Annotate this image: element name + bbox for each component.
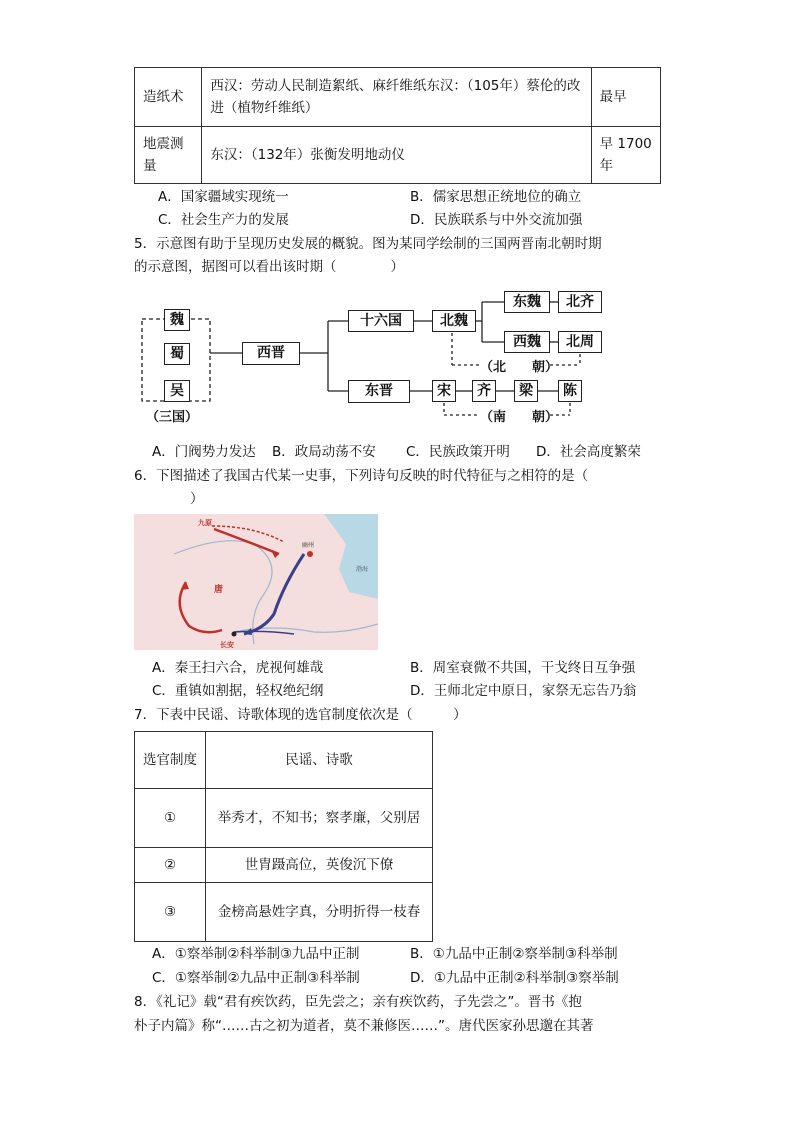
diagram-node-qi: 齐 <box>472 380 496 402</box>
diagram-node-xiwei: 西魏 <box>504 331 550 353</box>
diagram-label-nanchao: （南 朝） <box>480 410 559 425</box>
table-row <box>135 789 433 848</box>
table-cell: 举秀才，不知书；察孝廉，父别居 <box>206 789 433 848</box>
diagram-node-beizhou: 北周 <box>558 331 602 353</box>
question-8-stem: 朴子内篇》称“……古之初为道者，莫不兼修医……”。唐代医家孙思邈在其著 <box>134 1018 594 1034</box>
map-label-tang: 唐 <box>214 585 224 595</box>
option-c[interactable]: C．重镇如割据，轻权绝纪纲 <box>152 683 324 699</box>
table-cell: 造纸术 <box>135 68 202 127</box>
diagram-label-beichao: （北 朝） <box>480 360 559 375</box>
table-cell: 世胄蹑高位，英俊沉下僚 <box>206 848 433 883</box>
table-row <box>135 848 433 883</box>
diagram-node-chen: 陈 <box>558 380 582 402</box>
option-d[interactable]: D．社会高度繁荣 <box>536 444 641 460</box>
option-a[interactable]: A．①察举制②科举制③九品中正制 <box>152 946 360 962</box>
diagram-node-xijin: 西晋 <box>242 342 300 365</box>
table-row <box>135 732 433 789</box>
option-c[interactable]: C．①察举制②九品中正制③科举制 <box>152 970 360 986</box>
option-b[interactable]: B．政局动荡不安 <box>272 444 376 460</box>
table-cell: 早 1700 年 <box>591 127 660 184</box>
diagram-node-wu: 吴 <box>164 380 190 402</box>
question-7-stem: 7．下表中民谣、诗歌体现的选官制度依次是（ ） <box>134 707 467 723</box>
question-6-stem: 6．下图描述了我国古代某一史事，下列诗句反映的时代特征与之相符的是（ <box>134 468 589 484</box>
table-header-cell: 民谣、诗歌 <box>206 732 433 789</box>
option-c[interactable]: C．民族政策开明 <box>406 444 510 460</box>
diagram-node-liang: 梁 <box>514 380 538 402</box>
diagram-node-beiwei: 北魏 <box>432 310 476 332</box>
option-b[interactable]: B．①九品中正制②察举制③科举制 <box>410 946 618 962</box>
option-c[interactable]: C．社会生产力的发展 <box>158 212 289 228</box>
diagram-node-shu: 蜀 <box>164 343 190 365</box>
map-drawing <box>134 514 378 650</box>
historical-map <box>134 514 378 650</box>
option-a[interactable]: A．秦王扫六合，虎视何雄哉 <box>152 660 324 676</box>
diagram-node-wei: 魏 <box>164 309 190 331</box>
table-row <box>135 127 661 184</box>
option-b[interactable]: B．儒家思想正统地位的确立 <box>410 189 582 205</box>
map-label-jiuyuan: 九原 <box>198 519 212 527</box>
option-a[interactable]: A．门阀势力发达 <box>152 444 256 460</box>
map-label-youzhou: 幽州 <box>302 542 315 549</box>
question-5-stem: 5．示意图有助于呈现历史发展的概貌。图为某同学绘制的三国两晋南北朝时期 <box>134 236 602 252</box>
table-cell: 东汉：（132年）张衡发明地动仪 <box>202 127 591 184</box>
option-b[interactable]: B．周室衰微不共国，干戈终日互争强 <box>410 660 636 676</box>
table-row <box>135 883 433 942</box>
table-cell: ② <box>135 848 206 883</box>
map-label-bohai: 渤海 <box>356 566 369 573</box>
question-8-stem: 8．《礼记》载“君有疾饮药，臣先尝之；亲有疾饮药，子先尝之”。晋书《抱 <box>134 994 582 1010</box>
diagram-node-song: 宋 <box>432 380 456 402</box>
table-cell: 地震测量 <box>135 127 202 184</box>
top-table <box>134 67 661 184</box>
option-a[interactable]: A．国家疆域实现统一 <box>158 189 289 205</box>
question-6-stem: ） <box>190 491 204 507</box>
table-cell: 最早 <box>591 68 660 127</box>
option-d[interactable]: D．民族联系与中外交流加强 <box>410 212 583 228</box>
table-row <box>135 68 661 127</box>
dynasty-diagram <box>130 285 650 430</box>
diagram-label-sanguo: （三国） <box>146 410 199 425</box>
table-cell: 金榜高悬姓字真，分明折得一枝春 <box>206 883 433 942</box>
table-cell: ③ <box>135 883 206 942</box>
map-label-changan: 长安 <box>220 641 234 649</box>
diagram-node-dongjin: 东晋 <box>348 380 410 403</box>
table-cell: ① <box>135 789 206 848</box>
diagram-node-beiqi: 北齐 <box>558 291 602 313</box>
diagram-node-shiliuguo: 十六国 <box>348 310 414 332</box>
table-header-cell: 选官制度 <box>135 732 206 789</box>
table-cell: 西汉：劳动人民制造絮纸、麻纤维纸东汉：（105年）蔡伦的改进（植物纤维纸） <box>202 68 591 127</box>
diagram-node-dongwei: 东魏 <box>504 291 550 313</box>
question-5-stem: 的示意图，据图可以看出该时期（ ） <box>134 259 404 275</box>
option-d[interactable]: D．①九品中正制②科举制③察举制 <box>410 970 619 986</box>
option-d[interactable]: D．王师北定中原日，家祭无忘告乃翁 <box>410 683 637 699</box>
selection-table <box>134 731 433 942</box>
